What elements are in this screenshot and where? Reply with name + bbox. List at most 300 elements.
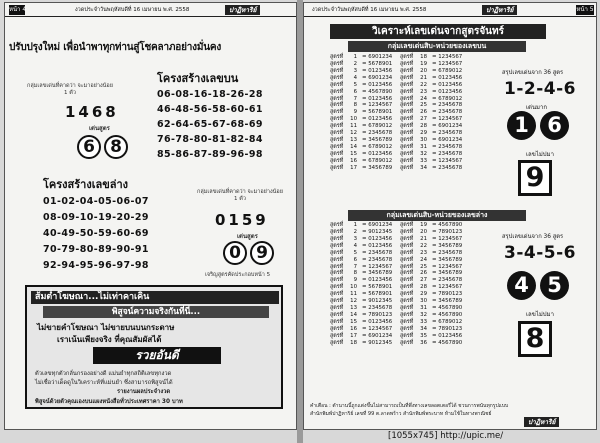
formula-label: สูตรที่ xyxy=(400,222,414,228)
upper-structure-row: 85-86-87-89-96-98 xyxy=(157,149,263,160)
lower-square-digit: 8 xyxy=(518,321,552,357)
formula-label: สูตรที่ xyxy=(400,284,414,291)
formula-row xyxy=(330,312,392,319)
formula-label: สูตรที่ xyxy=(400,81,414,88)
lower-structure-row: 08-09-10-19-20-29 xyxy=(43,212,149,223)
formula-row xyxy=(330,68,392,75)
formula-label: สูตรที่ xyxy=(400,143,414,150)
formula-value: = 3456789 xyxy=(362,270,393,277)
formula-row xyxy=(330,137,392,144)
upper-formula-list-1 xyxy=(330,54,392,172)
formula-label: สูตรที่ xyxy=(330,143,344,150)
left-page xyxy=(4,2,297,430)
upper-square-caption: เลขไม่ปมา xyxy=(526,151,554,158)
formula-number: 14 xyxy=(350,311,357,318)
left-header-logo: ปาฏิหาริย์ xyxy=(225,5,260,15)
formula-number: 35 xyxy=(420,332,427,339)
formula-number: 29 xyxy=(420,291,427,298)
formula-number: 20 xyxy=(420,67,427,74)
formula-row xyxy=(400,236,462,243)
formula-label: สูตรที่ xyxy=(400,164,414,171)
right-header-logo: ปาฏิหาริย์ xyxy=(482,5,517,15)
formula-value: = 3456789 xyxy=(362,137,393,144)
formula-value: = 0123456 xyxy=(362,150,393,157)
formula-row xyxy=(400,82,462,89)
formula-label: สูตรที่ xyxy=(400,270,414,277)
formula-label: สูตรที่ xyxy=(400,74,414,81)
formula-number: 1 xyxy=(353,222,357,228)
formula-value: = 9012345 xyxy=(362,339,393,346)
formula-number: 12 xyxy=(350,130,357,137)
formula-label: สูตรที่ xyxy=(400,88,414,95)
lower-structure-heading: โครงสร้างเลขล่าง xyxy=(43,178,129,191)
formula-value: = 2345678 xyxy=(432,143,463,150)
formula-number: 2 xyxy=(353,60,357,67)
left-page-number: หน้า 4 xyxy=(9,6,27,13)
formula-value: = 7890123 xyxy=(432,325,463,332)
ad-small-line: ไม่เชื่อว่าเด็ดดูในวิเคราะห์ที่แม่นยำ ซึ่งสามารถพิสูจน์ได้ xyxy=(35,380,173,386)
lower-structure-row: 92-94-95-96-97-98 xyxy=(43,260,149,271)
image-watermark: [1055x745] http://upic.me/ xyxy=(388,431,504,441)
formula-label: สูตรที่ xyxy=(400,60,414,67)
formula-number: 31 xyxy=(420,143,427,150)
formula-number: 8 xyxy=(353,270,357,277)
formula-value: = 2345678 xyxy=(432,109,463,116)
formula-label: สูตรที่ xyxy=(400,249,414,256)
formula-number: 34 xyxy=(420,325,427,332)
formula-value: = 0123456 xyxy=(432,74,463,81)
formula-value: = 6901234 xyxy=(432,137,463,144)
right-page-header xyxy=(304,3,596,17)
left-page-header xyxy=(5,3,296,17)
formula-number: 6 xyxy=(353,256,357,263)
formula-number: 34 xyxy=(420,164,427,171)
ad-text-line: เราเน้นเพียงจริง ที่คุณสัมผัสได้ xyxy=(57,335,162,344)
formula-value: = 0123456 xyxy=(362,277,393,284)
formula-row xyxy=(330,229,392,236)
formula-value: = 9012345 xyxy=(362,298,393,305)
lower-structure-row: 70-79-80-89-90-91 xyxy=(43,244,149,255)
upper-circle-digit: 6 xyxy=(540,111,569,140)
formula-value: = 2345678 xyxy=(432,164,463,171)
formula-value: = 6901234 xyxy=(362,54,393,60)
lower-key-digits: 0159 xyxy=(215,211,269,229)
ad-small-line: ตัวเลขทุกตัวกลั่นกรองอย่างดี แม่นยำทุกสถิติเลขทุกงวด xyxy=(35,371,172,377)
formula-value: = 6789012 xyxy=(362,123,393,130)
formula-label: สูตรที่ xyxy=(330,123,344,130)
formula-label: สูตรที่ xyxy=(330,242,344,249)
formula-label: สูตรที่ xyxy=(400,332,414,339)
formula-label: สูตรที่ xyxy=(400,130,414,137)
formula-label: สูตรที่ xyxy=(400,116,414,123)
formula-number: 32 xyxy=(420,311,427,318)
formula-label: สูตรที่ xyxy=(400,67,414,74)
upper-square-digit: 9 xyxy=(518,160,552,196)
formula-number: 3 xyxy=(353,235,357,242)
formula-label: สูตรที่ xyxy=(400,242,414,249)
formula-value: = 1234567 xyxy=(432,263,463,270)
formula-value: = 0123456 xyxy=(362,81,393,88)
formula-row xyxy=(400,250,462,257)
formula-row xyxy=(400,89,462,96)
formula-row xyxy=(400,137,462,144)
formula-row xyxy=(400,312,462,319)
formula-row xyxy=(330,89,392,96)
lower-circle-digit: 4 xyxy=(507,271,536,300)
upper-structure-heading: โครงสร้างเลขบน xyxy=(157,72,239,85)
formula-number: 25 xyxy=(420,263,427,270)
formula-row xyxy=(330,82,392,89)
formula-label: สูตรที่ xyxy=(330,164,344,171)
formula-label: สูตรที่ xyxy=(330,339,344,346)
formula-value: = 7890123 xyxy=(432,228,463,235)
formula-number: 32 xyxy=(420,150,427,157)
ad-text-line: ไม่ขายคำโฆษณา ไม่ขายบนบนกระดาษ xyxy=(37,323,175,332)
formula-value: = 1234567 xyxy=(432,157,463,164)
formula-value: = 0123456 xyxy=(432,88,463,95)
formula-row xyxy=(330,222,392,229)
upper-circle-digit: 8 xyxy=(104,135,128,159)
formula-row xyxy=(400,243,462,250)
right-footer-warning: คำเตือน : ตำนานนี้ถูกแต่งขึ้นไม่สามารถเป็นที่พึ่งทางเลขลอตเตอรี่ได้ ชวนการพนันทุกรูปแบบ xyxy=(310,403,509,409)
formula-value: = 5678901 xyxy=(362,60,393,67)
formula-label: สูตรที่ xyxy=(330,130,344,137)
formula-label: สูตรที่ xyxy=(400,325,414,332)
upper-side-note: สรุปเลขเด่นจาก 36 สูตร xyxy=(502,70,564,76)
formula-value: = 7890123 xyxy=(362,311,393,318)
formula-label: สูตรที่ xyxy=(400,318,414,325)
formula-number: 10 xyxy=(350,284,357,291)
formula-label: สูตรที่ xyxy=(330,291,344,298)
formula-number: 25 xyxy=(420,102,427,109)
formula-label: สูตรที่ xyxy=(330,256,344,263)
formula-value: = 2345678 xyxy=(362,305,393,312)
upper-circle-digit: 6 xyxy=(77,135,101,159)
lower-circle-pair xyxy=(223,241,274,265)
formula-label: สูตรที่ xyxy=(330,67,344,74)
formula-label: สูตรที่ xyxy=(330,116,344,123)
formula-value: = 0123456 xyxy=(362,235,393,242)
formula-number: 2 xyxy=(353,228,357,235)
formula-value: = 1234567 xyxy=(432,60,463,67)
lower-square-caption: เลขไม่ปมา xyxy=(526,311,554,318)
formula-value: = 0123456 xyxy=(362,318,393,325)
formula-value: = 3456789 xyxy=(432,270,463,277)
lower-side-digits: 3-4-5-6 xyxy=(504,243,576,263)
formula-value: = 4567890 xyxy=(432,339,463,346)
formula-value: = 6789012 xyxy=(362,143,393,150)
upper-side-digits: 1-2-4-6 xyxy=(504,79,576,99)
formula-value: = 0123456 xyxy=(362,116,393,123)
formula-row xyxy=(330,326,392,333)
formula-label: สูตรที่ xyxy=(400,256,414,263)
formula-value: = 1234567 xyxy=(362,263,393,270)
formula-value: = 3456789 xyxy=(362,164,393,171)
left-page-title: ปรับปรุงใหม่ เพื่อนำพาทุกท่านสู่โชคลาภอย่างมั่นคง xyxy=(9,42,222,53)
formula-number: 7 xyxy=(353,263,357,270)
formula-number: 30 xyxy=(420,298,427,305)
formula-value: = 2345678 xyxy=(362,256,393,263)
formula-number: 6 xyxy=(353,88,357,95)
formula-value: = 4567890 xyxy=(432,222,463,228)
right-footer-publisher: สำนักพิมพ์ปาฏิหาริย์ เลขที่ 99 ต.ลาดพร้าว สำนักพิมพ์พระบาท ห้ามใช้ในทางพาณิชย์ xyxy=(310,411,492,417)
ad-brand-name: รวยอันดี xyxy=(93,347,221,364)
formula-value: = 0123456 xyxy=(362,242,393,249)
left-header-date: งวดประจำวันพฤหัสบดีที่ 16 เมษายน พ.ศ. 2558 xyxy=(75,7,190,13)
upper-group-note: กลุ่มเลขเด่นที่คาดว่า จะมาอย่างน้อย 1 ตัว xyxy=(27,83,113,96)
formula-value: = 0123456 xyxy=(362,95,393,102)
formula-number: 19 xyxy=(420,222,427,228)
formula-row xyxy=(330,243,392,250)
ad-small-line: รายงานผลประจำงวด xyxy=(117,389,171,395)
formula-number: 27 xyxy=(420,277,427,284)
formula-number: 33 xyxy=(420,318,427,325)
formula-number: 16 xyxy=(350,157,357,164)
right-footer-logo: ปาฏิหาริย์ xyxy=(524,417,559,427)
formula-label: สูตรที่ xyxy=(400,109,414,116)
formula-value: = 5678901 xyxy=(362,109,393,116)
ad-subheadline: พิสูจน์ความจริงกันที่นี่... xyxy=(43,306,269,318)
formula-value: = 4567890 xyxy=(432,311,463,318)
formula-label: สูตรที่ xyxy=(330,318,344,325)
formula-number: 4 xyxy=(353,242,357,249)
formula-value: = 3456789 xyxy=(432,242,463,249)
formula-number: 24 xyxy=(420,95,427,102)
formula-value: = 0123456 xyxy=(432,81,463,88)
right-page-number: หน้า 5 xyxy=(576,6,594,13)
formula-number: 23 xyxy=(420,88,427,95)
advertisement-box xyxy=(25,285,283,409)
ad-headline: ส้มต่ำโฆษณา...ไม่เท่าคาเคิน xyxy=(31,291,279,304)
formula-label: สูตรที่ xyxy=(330,88,344,95)
formula-number: 22 xyxy=(420,81,427,88)
formula-number: 11 xyxy=(350,291,357,298)
lower-formula-list-2 xyxy=(400,222,462,347)
formula-value: = 2345678 xyxy=(432,102,463,109)
lower-structure-row: 40-49-50-59-60-69 xyxy=(43,228,149,239)
formula-number: 17 xyxy=(350,164,357,171)
formula-number: 20 xyxy=(420,228,427,235)
formula-row xyxy=(400,144,462,151)
formula-row xyxy=(400,165,462,172)
formula-number: 21 xyxy=(420,74,427,81)
formula-value: = 2345678 xyxy=(362,130,393,137)
formula-label: สูตรที่ xyxy=(400,102,414,109)
formula-value: = 6789012 xyxy=(432,318,463,325)
formula-label: สูตรที่ xyxy=(400,137,414,144)
formula-row xyxy=(400,340,462,347)
formula-row xyxy=(330,250,392,257)
formula-label: สูตรที่ xyxy=(330,157,344,164)
formula-number: 14 xyxy=(350,143,357,150)
formula-label: สูตรที่ xyxy=(330,109,344,116)
formula-number: 3 xyxy=(353,67,357,74)
formula-label: สูตรที่ xyxy=(400,263,414,270)
upper-structure-row: 76-78-80-81-82-84 xyxy=(157,134,263,145)
formula-number: 18 xyxy=(350,339,357,346)
formula-value: = 4567890 xyxy=(362,88,393,95)
formula-value: = 0123456 xyxy=(432,332,463,339)
lower-circle-digit: 5 xyxy=(540,271,569,300)
formula-label: สูตรที่ xyxy=(330,249,344,256)
formula-row xyxy=(330,75,392,82)
formula-label: สูตรที่ xyxy=(400,123,414,130)
formula-row xyxy=(330,333,392,340)
formula-row xyxy=(330,151,392,158)
upper-circle-pair xyxy=(77,135,128,159)
formula-number: 16 xyxy=(350,325,357,332)
formula-label: สูตรที่ xyxy=(330,222,344,228)
formula-row xyxy=(400,158,462,165)
formula-row xyxy=(400,305,462,312)
lower-circle-digit: 9 xyxy=(250,241,274,265)
formula-number: 7 xyxy=(353,95,357,102)
formula-row xyxy=(400,326,462,333)
formula-number: 30 xyxy=(420,137,427,144)
formula-value: = 1234567 xyxy=(432,116,463,123)
lower-key-caption: เด่นสูตร xyxy=(237,233,258,240)
formula-label: สูตรที่ xyxy=(330,284,344,291)
formula-label: สูตรที่ xyxy=(330,74,344,81)
lower-structure-row: 01-02-04-05-06-07 xyxy=(43,196,149,207)
formula-number: 28 xyxy=(420,284,427,291)
formula-label: สูตรที่ xyxy=(400,157,414,164)
formula-number: 27 xyxy=(420,116,427,123)
formula-value: = 5678901 xyxy=(362,291,393,298)
formula-label: สูตรที่ xyxy=(400,228,414,235)
formula-number: 13 xyxy=(350,305,357,312)
right-header-date: งวดประจำวันพฤหัสบดีที่ 16 เมษายน พ.ศ. 2558 xyxy=(312,7,427,13)
formula-number: 12 xyxy=(350,298,357,305)
formula-label: สูตรที่ xyxy=(330,311,344,318)
formula-value: = 1234567 xyxy=(432,235,463,242)
formula-label: สูตรที่ xyxy=(330,60,344,67)
formula-value: = 2345678 xyxy=(432,130,463,137)
formula-label: สูตรที่ xyxy=(400,235,414,242)
formula-value: = 6901234 xyxy=(362,222,393,228)
formula-number: 9 xyxy=(353,109,357,116)
formula-row xyxy=(400,333,462,340)
formula-number: 36 xyxy=(420,339,427,346)
formula-value: = 2345678 xyxy=(432,277,463,284)
formula-value: = 1234567 xyxy=(362,102,393,109)
upper-structure-row: 62-64-65-67-68-69 xyxy=(157,119,263,130)
formula-value: = 1234567 xyxy=(362,325,393,332)
formula-label: สูตรที่ xyxy=(400,298,414,305)
formula-number: 13 xyxy=(350,137,357,144)
formula-number: 21 xyxy=(420,235,427,242)
formula-row xyxy=(400,54,462,61)
formula-label: สูตรที่ xyxy=(330,263,344,270)
formula-number: 4 xyxy=(353,74,357,81)
formula-value: = 6789012 xyxy=(432,67,463,74)
formula-number: 11 xyxy=(350,123,357,130)
formula-row xyxy=(400,222,462,229)
formula-label: สูตรที่ xyxy=(330,81,344,88)
formula-number: 33 xyxy=(420,157,427,164)
formula-value: = 5678901 xyxy=(362,284,393,291)
formula-row xyxy=(330,319,392,326)
formula-value: = 0123456 xyxy=(362,67,393,74)
formula-label: สูตรที่ xyxy=(330,325,344,332)
formula-row xyxy=(330,54,392,61)
formula-row xyxy=(400,61,462,68)
formula-row xyxy=(330,144,392,151)
formula-row xyxy=(400,75,462,82)
formula-label: สูตรที่ xyxy=(330,102,344,109)
ad-small-line: พิสูจน์ด้วยตัวคุณเองบนแผงหนังสือทั่วประเทศราคา 30 บาท xyxy=(35,399,183,405)
formula-row xyxy=(330,305,392,312)
formula-value: = 6901234 xyxy=(362,74,393,81)
formula-value: = 3456789 xyxy=(432,298,463,305)
lower-formula-list-1 xyxy=(330,222,392,347)
formula-number: 10 xyxy=(350,116,357,123)
formula-label: สูตรที่ xyxy=(330,235,344,242)
formula-label: สูตรที่ xyxy=(330,228,344,235)
formula-row xyxy=(330,165,392,172)
formula-label: สูตรที่ xyxy=(400,150,414,157)
upper-circle-digit: 1 xyxy=(507,111,536,140)
formula-label: สูตรที่ xyxy=(330,150,344,157)
lower-side-note: สรุปเลขเด่นจาก 36 สูตร xyxy=(502,234,564,240)
formula-row xyxy=(330,257,392,264)
formula-number: 26 xyxy=(420,270,427,277)
formula-label: สูตรที่ xyxy=(330,305,344,312)
formula-number: 19 xyxy=(420,60,427,67)
formula-value: = 1234567 xyxy=(432,284,463,291)
formula-label: สูตรที่ xyxy=(400,339,414,346)
formula-value: = 7890123 xyxy=(432,291,463,298)
upper-group-heading: กลุ่มเลขเด่นสิบ-หน่วยของเลขบน xyxy=(348,41,526,52)
formula-value: = 2345678 xyxy=(432,249,463,256)
formula-label: สูตรที่ xyxy=(400,305,414,312)
formula-row xyxy=(400,257,462,264)
formula-value: = 1234567 xyxy=(432,54,463,60)
formula-label: สูตรที่ xyxy=(330,277,344,284)
formula-number: 31 xyxy=(420,305,427,312)
formula-number: 18 xyxy=(420,54,427,60)
formula-number: 17 xyxy=(350,332,357,339)
lower-group-heading: กลุ่มเลขเด่นสิบ-หน่วยของเลขล่าง xyxy=(348,210,526,221)
formula-number: 1 xyxy=(353,54,357,60)
formula-value: = 6901234 xyxy=(362,332,393,339)
upper-structure-row: 06-08-16-18-26-28 xyxy=(157,89,263,100)
formula-label: สูตรที่ xyxy=(330,298,344,305)
formula-number: 8 xyxy=(353,102,357,109)
upper-structure-row: 46-48-56-58-60-61 xyxy=(157,104,263,115)
formula-value: = 6901234 xyxy=(432,123,463,130)
formula-value: = 9012345 xyxy=(362,228,393,235)
right-page-title: วิเคราะห์เลขเด่นจากสูตรจันทร์ xyxy=(330,24,546,39)
upper-key-digits: 1468 xyxy=(65,103,119,121)
formula-number: 5 xyxy=(353,81,357,88)
upper-side-caption: เด่นมาก xyxy=(526,104,548,111)
formula-label: สูตรที่ xyxy=(400,291,414,298)
formula-label: สูตรที่ xyxy=(330,95,344,102)
formula-value: = 2345678 xyxy=(432,150,463,157)
formula-row xyxy=(400,229,462,236)
formula-row xyxy=(400,319,462,326)
formula-number: 9 xyxy=(353,277,357,284)
formula-label: สูตรที่ xyxy=(330,137,344,144)
formula-value: = 6789012 xyxy=(432,95,463,102)
formula-label: สูตรที่ xyxy=(330,270,344,277)
formula-number: 5 xyxy=(353,249,357,256)
upper-key-caption: เด่นสูตร xyxy=(89,125,110,132)
formula-number: 29 xyxy=(420,130,427,137)
formula-label: สูตรที่ xyxy=(330,332,344,339)
lower-footnote: เจริญสูตรคัดประกอบหน้า 5 xyxy=(205,272,271,278)
